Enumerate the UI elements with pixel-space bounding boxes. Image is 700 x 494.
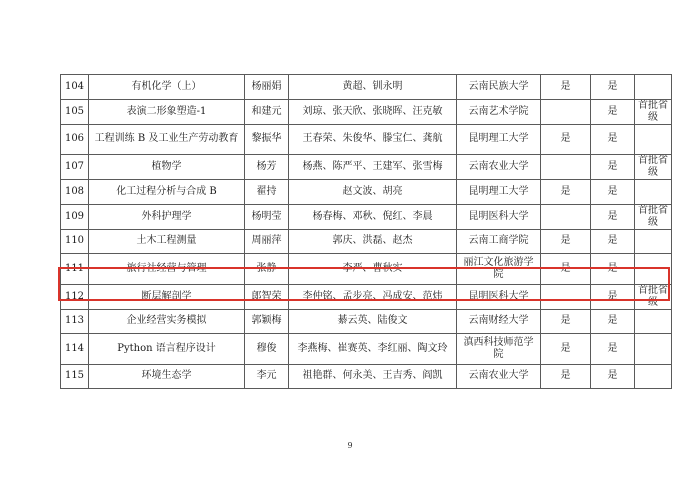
remark: 首批省级 <box>635 99 672 124</box>
course-leader: 杨丽娟 <box>245 75 289 100</box>
flag-b: 是 <box>591 124 635 155</box>
table-row <box>61 75 672 100</box>
school-name: 丽江文化旅游学院 <box>457 254 541 285</box>
row-number: 108 <box>61 180 89 205</box>
flag-a: 是 <box>541 124 591 155</box>
row-number: 104 <box>61 75 89 100</box>
row-number: 105 <box>61 99 89 124</box>
table-row <box>61 155 672 180</box>
flag-b: 是 <box>591 254 635 285</box>
remark <box>635 364 672 389</box>
table-row-highlighted <box>61 254 672 285</box>
team-members: 郭庆、洪磊、赵杰 <box>289 229 457 254</box>
course-name: 土木工程测量 <box>89 229 245 254</box>
team-members: 李仲铭、孟步亮、冯成安、范炜 <box>289 284 457 309</box>
remark <box>635 124 672 155</box>
table-row <box>61 124 672 155</box>
team-members: 赵文波、胡亮 <box>289 180 457 205</box>
flag-a <box>541 284 591 309</box>
flag-b: 是 <box>591 309 635 334</box>
team-members: 李燕梅、崔赛英、李红丽、陶文玲 <box>289 334 457 365</box>
flag-b: 是 <box>591 75 635 100</box>
remark <box>635 309 672 334</box>
row-number: 114 <box>61 334 89 365</box>
school-name: 昆明理工大学 <box>457 180 541 205</box>
team-members: 王春荣、朱俊华、滕宝仁、龚航 <box>289 124 457 155</box>
course-leader: 郭颖梅 <box>245 309 289 334</box>
team-members: 杨春梅、邓秋、倪红、李晨 <box>289 204 457 229</box>
row-number: 111 <box>61 254 89 285</box>
flag-b: 是 <box>591 334 635 365</box>
course-name: 旅行社经营与管理 <box>89 254 245 285</box>
school-name: 云南民族大学 <box>457 75 541 100</box>
row-number: 110 <box>61 229 89 254</box>
school-name: 云南艺术学院 <box>457 99 541 124</box>
course-leader: 穆俊 <box>245 334 289 365</box>
page-number: 9 <box>347 441 353 450</box>
school-name: 昆明医科大学 <box>457 204 541 229</box>
course-leader: 郎智荣 <box>245 284 289 309</box>
course-leader: 杨明莹 <box>245 204 289 229</box>
flag-a: 是 <box>541 309 591 334</box>
table-row <box>61 99 672 124</box>
course-leader: 李元 <box>245 364 289 389</box>
row-number: 115 <box>61 364 89 389</box>
flag-a: 是 <box>541 334 591 365</box>
remark <box>635 254 672 285</box>
flag-a: 是 <box>541 364 591 389</box>
table-row <box>61 309 672 334</box>
school-name: 云南农业大学 <box>457 364 541 389</box>
school-name: 昆明医科大学 <box>457 284 541 309</box>
remark: 首批省级 <box>635 204 672 229</box>
remark: 首批省级 <box>635 284 672 309</box>
flag-b: 是 <box>591 229 635 254</box>
team-members: 祖艳群、何永美、王吉秀、阎凯 <box>289 364 457 389</box>
remark <box>635 229 672 254</box>
flag-b: 是 <box>591 155 635 180</box>
course-name: 工程训练 B 及工业生产劳动教育 <box>89 124 245 155</box>
remark <box>635 180 672 205</box>
flag-a <box>541 99 591 124</box>
course-name: 企业经营实务模拟 <box>89 309 245 334</box>
school-name: 滇西科技师范学院 <box>457 334 541 365</box>
school-name: 云南工商学院 <box>457 229 541 254</box>
table-row <box>61 364 672 389</box>
team-members: 黄超、钏永明 <box>289 75 457 100</box>
course-name: 外科护理学 <box>89 204 245 229</box>
course-name: 有机化学（上） <box>89 75 245 100</box>
course-name: 植物学 <box>89 155 245 180</box>
flag-a <box>541 155 591 180</box>
team-members: 刘琼、张天欣、张晓晖、汪克敏 <box>289 99 457 124</box>
course-leader: 黎振华 <box>245 124 289 155</box>
course-leader: 周丽萍 <box>245 229 289 254</box>
row-number: 113 <box>61 309 89 334</box>
row-number: 107 <box>61 155 89 180</box>
team-members: 李严、曹秋实 <box>289 254 457 285</box>
flag-a: 是 <box>541 254 591 285</box>
flag-a: 是 <box>541 75 591 100</box>
remark: 首批省级 <box>635 155 672 180</box>
team-members: 綦云英、陆俊文 <box>289 309 457 334</box>
team-members: 杨燕、陈严平、王建军、张雪梅 <box>289 155 457 180</box>
table-row <box>61 334 672 365</box>
table-row <box>61 284 672 309</box>
flag-a <box>541 204 591 229</box>
flag-b: 是 <box>591 204 635 229</box>
table-row <box>61 229 672 254</box>
course-leader: 和建元 <box>245 99 289 124</box>
course-leader: 张静 <box>245 254 289 285</box>
table-row <box>61 204 672 229</box>
flag-a: 是 <box>541 180 591 205</box>
course-leader: 杨芳 <box>245 155 289 180</box>
school-name: 云南财经大学 <box>457 309 541 334</box>
flag-b: 是 <box>591 364 635 389</box>
course-name: 表演二形象塑造-1 <box>89 99 245 124</box>
course-leader: 翟持 <box>245 180 289 205</box>
school-name: 云南农业大学 <box>457 155 541 180</box>
row-number: 106 <box>61 124 89 155</box>
course-name: 化工过程分析与合成 B <box>89 180 245 205</box>
row-number: 112 <box>61 284 89 309</box>
course-name: 断层解剖学 <box>89 284 245 309</box>
school-name: 昆明理工大学 <box>457 124 541 155</box>
table-row <box>61 180 672 205</box>
course-table <box>60 74 672 389</box>
remark <box>635 334 672 365</box>
course-name: 环境生态学 <box>89 364 245 389</box>
flag-b: 是 <box>591 99 635 124</box>
remark <box>635 75 672 100</box>
flag-b: 是 <box>591 284 635 309</box>
flag-b: 是 <box>591 180 635 205</box>
flag-a: 是 <box>541 229 591 254</box>
row-number: 109 <box>61 204 89 229</box>
course-name: Python 语言程序设计 <box>89 334 245 365</box>
